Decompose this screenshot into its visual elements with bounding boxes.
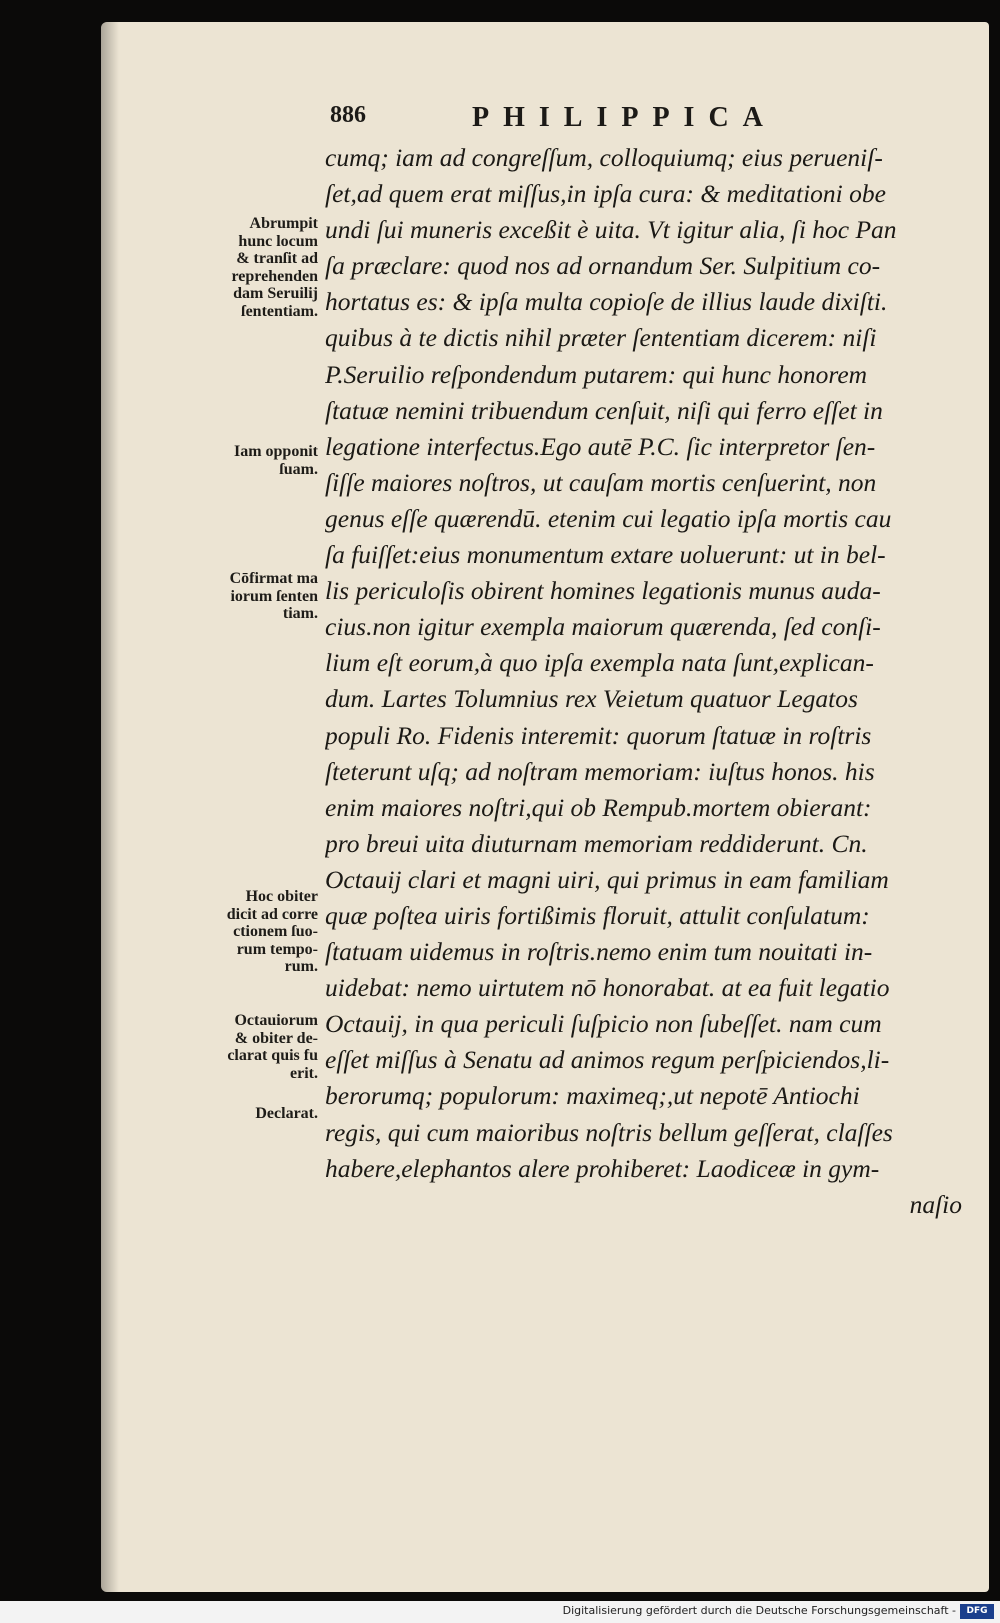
text-line: pro breui uita diuturnam memoriam reddiderunt. Cn. (325, 828, 868, 858)
margin-note-line: Iam opponit (233, 443, 318, 460)
margin-note-line: dicit ad corre (226, 905, 318, 923)
margin-note-line: rum tempo- (236, 940, 318, 958)
margin-note-line: Declarat. (255, 1105, 318, 1122)
margin-note-line: iorum ſenten (230, 587, 318, 605)
text-line: eſſet miſſus à Senatu ad animos regum perſpiciendos,li- (325, 1045, 890, 1075)
text-line: ſtatuæ nemini tribuendum cenſuit, niſi qui ferro eſſet in (325, 395, 883, 425)
text-line: cumq; iam ad congreſſum, colloquiumq; eius perueniſ- (325, 143, 883, 172)
margin-note (255, 1105, 318, 1123)
text-line: berorumq; populorum: maximeq;,ut nepotē Antiochi (325, 1081, 860, 1111)
text-line: ſet,ad quem erat miſſus,in ipſa cura: & meditationi obe (325, 179, 886, 209)
margin-note-line: tiam. (282, 605, 318, 622)
text-line: Octauij, in qua periculi ſuſpicio non ſubeſſet. nam cum (325, 1009, 882, 1039)
margin-note-line: clarat quis fu (227, 1047, 318, 1064)
text-line: quæ poſtea uiris fortißimis floruit, attulit conſulatum: (325, 900, 870, 930)
margin-note (227, 1012, 318, 1082)
margin-note (231, 215, 318, 320)
text-line: populi Ro. Fidenis interemit: quorum ſtatuæ in roſtris (325, 720, 872, 750)
margin-note-line: dam Seruilij (233, 285, 318, 302)
text-line: ſa præclare: quod nos ad ornandum Ser. Sulpitium co- (325, 251, 881, 281)
text-line: naſio (909, 1189, 962, 1219)
margin-note-line: Octauiorum (234, 1012, 318, 1029)
text-line: ſa fuiſſet:eius monumentum extare uoluerunt: ut in bel- (325, 540, 886, 570)
margin-note-line: hunc locum (238, 232, 318, 250)
text-line: hortatus es: & ipſa multa copioſe de illius laude dixiſti. (325, 287, 888, 317)
margin-note-line: erit. (290, 1064, 318, 1082)
footer-bar (0, 1601, 1000, 1623)
footer-credit: Digitalisierung gefördert durch die Deutsche Forschungsgemeinschaft - (562, 1604, 956, 1617)
text-line: uidebat: nemo uirtutem nō honorabat. at ea fuit legatio (325, 973, 890, 1003)
margin-note (234, 443, 318, 478)
margin-note-line: rum. (284, 958, 318, 975)
text-line: ſteterunt uſq; ad noſtram memoriam: iuſtus honos. his (325, 756, 875, 786)
text-line: lium eſt eorum,à quo ipſa exempla nata ſunt,explican- (325, 648, 874, 678)
page-number: 886 (330, 102, 366, 128)
text-line: habere,elephantos alere prohiberet: Laodiceæ in gym- (325, 1153, 880, 1183)
margin-note-line: ſuam. (279, 460, 318, 478)
margin-note-line: & obiter de- (234, 1029, 318, 1047)
text-line: ſiſſe maiores noſtros, ut cauſam mortis cenſuerint, non (325, 467, 877, 497)
text-line: ſtatuam uidemus in roſtris.nemo enim tum nouitati in- (325, 937, 873, 967)
dfg-logo: DFG (960, 1604, 994, 1619)
text-line: P.Seruilio reſpondendum putarem: qui hunc honorem (325, 359, 868, 389)
margin-note-line: reprehenden (231, 267, 318, 285)
text-line: legatione interfectus.Ego autē P.C. ſic interpretor ſen- (325, 431, 876, 461)
text-line: genus eſſe quærendū. etenim cui legatio ipſa mortis cau (325, 503, 892, 533)
margin-note-line: Hoc obiter (245, 888, 318, 905)
text-line: lis periculoſis obirent homines legationis munus auda- (325, 576, 881, 606)
text-line: cius.non igitur exempla maiorum quærenda, ſed conſi- (325, 612, 881, 642)
margin-note (230, 570, 318, 623)
text-line: Octauij clari et magni uiri, qui primus in eam familiam (325, 864, 889, 894)
margin-note-line: & tranſit ad (236, 250, 318, 267)
margin-note-line: Abrumpit (249, 215, 318, 232)
margin-note (227, 888, 318, 976)
margin-note-line: ſententiam. (241, 302, 318, 320)
text-line: enim maiores noſtri,qui ob Rempub.mortem obierant: (325, 792, 872, 822)
text-line: undi ſui muneris exceßit è uita. Vt igitur alia, ſi hoc Pan (325, 215, 897, 245)
margin-note-line: ctionem ſuo- (233, 923, 318, 940)
text-line: dum. Lartes Tolumnius rex Veietum quatuor Legatos (325, 684, 858, 714)
text-line: quibus à te dictis nihil præter ſententiam dicerem: niſi (325, 323, 877, 353)
text-line: regis, qui cum maioribus noſtris bellum geſſerat, claſſes (325, 1117, 893, 1147)
margin-note-line: Cōfirmat ma (229, 570, 318, 587)
running-title: PHILIPPICA (472, 102, 777, 133)
